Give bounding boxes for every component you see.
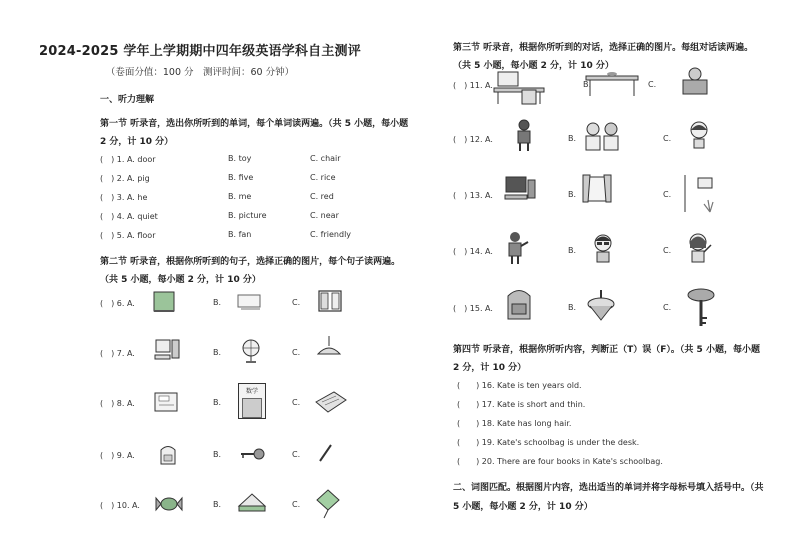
blackboard-green-icon	[152, 290, 176, 314]
q14-c: C.	[663, 246, 672, 255]
q11-b: B.	[583, 80, 592, 89]
page-subtitle: （卷面分值：100 分 测评时间：60 分钟）	[105, 67, 295, 78]
boy-icon	[510, 118, 538, 152]
q7-label: ( ) 7. A.	[100, 349, 135, 358]
q10-c: C.	[292, 500, 301, 509]
big-key-icon	[684, 286, 718, 328]
q8-label: ( ) 8. A.	[100, 399, 135, 408]
key-icon	[238, 446, 266, 462]
q13-label: ( ) 13. A.	[453, 191, 493, 200]
window-icon	[316, 288, 344, 314]
q3-c: C. red	[310, 192, 334, 201]
q4-a: ( ) 4. A. quiet	[100, 212, 158, 221]
calculator-graphic	[242, 398, 262, 418]
sec3-title-2: （共 5 小题，每小题 2 分，计 10 分）	[453, 61, 614, 71]
curtain-window-icon	[580, 172, 614, 208]
q3-a: ( ) 3. A. he	[100, 193, 148, 202]
q17-statement: ( ) 17. Kate is short and thin.	[457, 400, 586, 409]
ceiling-light-icon	[312, 334, 346, 360]
q5-c: C. friendly	[310, 230, 352, 239]
sec1-title-1: 第一节 听录音，选出你所听到的单词，每个单词读两遍。（共 5 小题，每小题	[100, 119, 409, 129]
blackboard-icon	[236, 293, 264, 311]
girl-icon	[688, 120, 710, 150]
q5-a: ( ) 5. A. floor	[100, 231, 156, 240]
q2-a: ( ) 2. A. pig	[100, 174, 150, 183]
cake-icon	[236, 490, 268, 514]
q6-b: B.	[213, 298, 222, 307]
q6-c: C.	[292, 298, 301, 307]
q11-label: ( ) 11. A.	[453, 81, 493, 90]
girl-waving-icon	[684, 230, 714, 264]
backpack-icon	[502, 286, 536, 322]
sec2-title-1: 第二节 听录音，根据你所听到的句子，选择正确的图片，每个句子读两遍。	[100, 257, 401, 267]
q11-c: C.	[648, 80, 657, 89]
q13-c: C.	[663, 190, 672, 199]
page-title: 2024-2025 学年上学期期中四年级英语学科自主测评	[39, 44, 361, 59]
q8-b: B.	[213, 398, 222, 407]
q15-b: B.	[568, 303, 577, 312]
part1-heading: 一、听力理解	[100, 95, 155, 105]
q14-label: ( ) 14. A.	[453, 247, 493, 256]
q3-b: B. me	[228, 192, 252, 201]
toy-box-icon	[680, 66, 710, 98]
q8-c: C.	[292, 398, 301, 407]
q10-b: B.	[213, 500, 222, 509]
book-icon	[152, 390, 182, 416]
sec1-title-2: 2 分，计 10 分）	[100, 137, 174, 147]
boy-pointing-icon	[500, 230, 530, 266]
boy-glasses-icon	[590, 232, 616, 264]
q18-statement: ( ) 18. Kate has long hair.	[457, 419, 572, 428]
sec2-title-2: （共 5 小题，每小题 2 分，计 10 分）	[100, 275, 261, 285]
q19-statement: ( ) 19. Kate's schoolbag is under the desk.	[457, 438, 640, 447]
sec4-title-2: 2 分，计 10 分）	[453, 363, 527, 373]
computer-icon	[152, 338, 182, 362]
q13-b: B.	[568, 190, 577, 199]
q9-label: ( ) 9. A.	[100, 451, 135, 460]
computer-desk-icon	[502, 174, 538, 204]
part2-heading-1: 二、词图匹配。根据图片内容，选出适当的单词并将字母标号填入括号中。（共	[453, 483, 764, 493]
desk-computer-icon	[492, 68, 548, 106]
q5-b: B. fan	[228, 230, 252, 239]
two-kids-icon	[580, 120, 624, 152]
schoolbag-icon	[156, 442, 180, 468]
spinning-top-icon	[586, 288, 616, 322]
table-icon	[582, 68, 642, 98]
q1-b: B. toy	[228, 154, 252, 163]
notebook-icon	[312, 388, 348, 416]
q15-c: C.	[663, 303, 672, 312]
q15-label: ( ) 15. A.	[453, 304, 493, 313]
q2-b: B. five	[228, 173, 254, 182]
q6-label: ( ) 6. A.	[100, 299, 135, 308]
q9-b: B.	[213, 450, 222, 459]
q12-c: C.	[663, 134, 672, 143]
q12-b: B.	[568, 134, 577, 143]
sec4-title-1: 第四节 听录音，根据你所听内容，判断正（T）误（F）。（共 5 小题，每小题	[453, 345, 760, 355]
q1-c: C. chair	[310, 154, 341, 163]
q10-label: ( ) 10. A.	[100, 501, 140, 510]
q7-b: B.	[213, 348, 222, 357]
kite-icon	[314, 488, 342, 520]
q7-c: C.	[292, 348, 301, 357]
q4-c: C. near	[310, 211, 339, 220]
part2-heading-2: 5 小题，每小题 2 分，计 10 分）	[453, 502, 593, 512]
q14-b: B.	[568, 246, 577, 255]
candy-icon	[154, 492, 184, 516]
math-book-icon	[238, 383, 266, 419]
math-book-label: 数学	[245, 388, 258, 395]
q12-label: ( ) 12. A.	[453, 135, 493, 144]
sec3-title-1: 第三节 听录音，根据你所听到的对话，选择正确的图片。每组对话读两遍。	[453, 43, 754, 53]
fan-icon	[238, 338, 264, 364]
q2-c: C. rice	[310, 173, 336, 182]
pen-icon	[316, 442, 334, 464]
q1-a: ( ) 1. A. door	[100, 155, 156, 164]
q4-b: B. picture	[228, 211, 267, 220]
q20-statement: ( ) 20. There are four books in Kate's schoolbag.	[457, 457, 663, 466]
q9-c: C.	[292, 450, 301, 459]
wall-picture-plant-icon	[680, 172, 720, 214]
q16-statement: ( ) 16. Kate is ten years old.	[457, 381, 582, 390]
